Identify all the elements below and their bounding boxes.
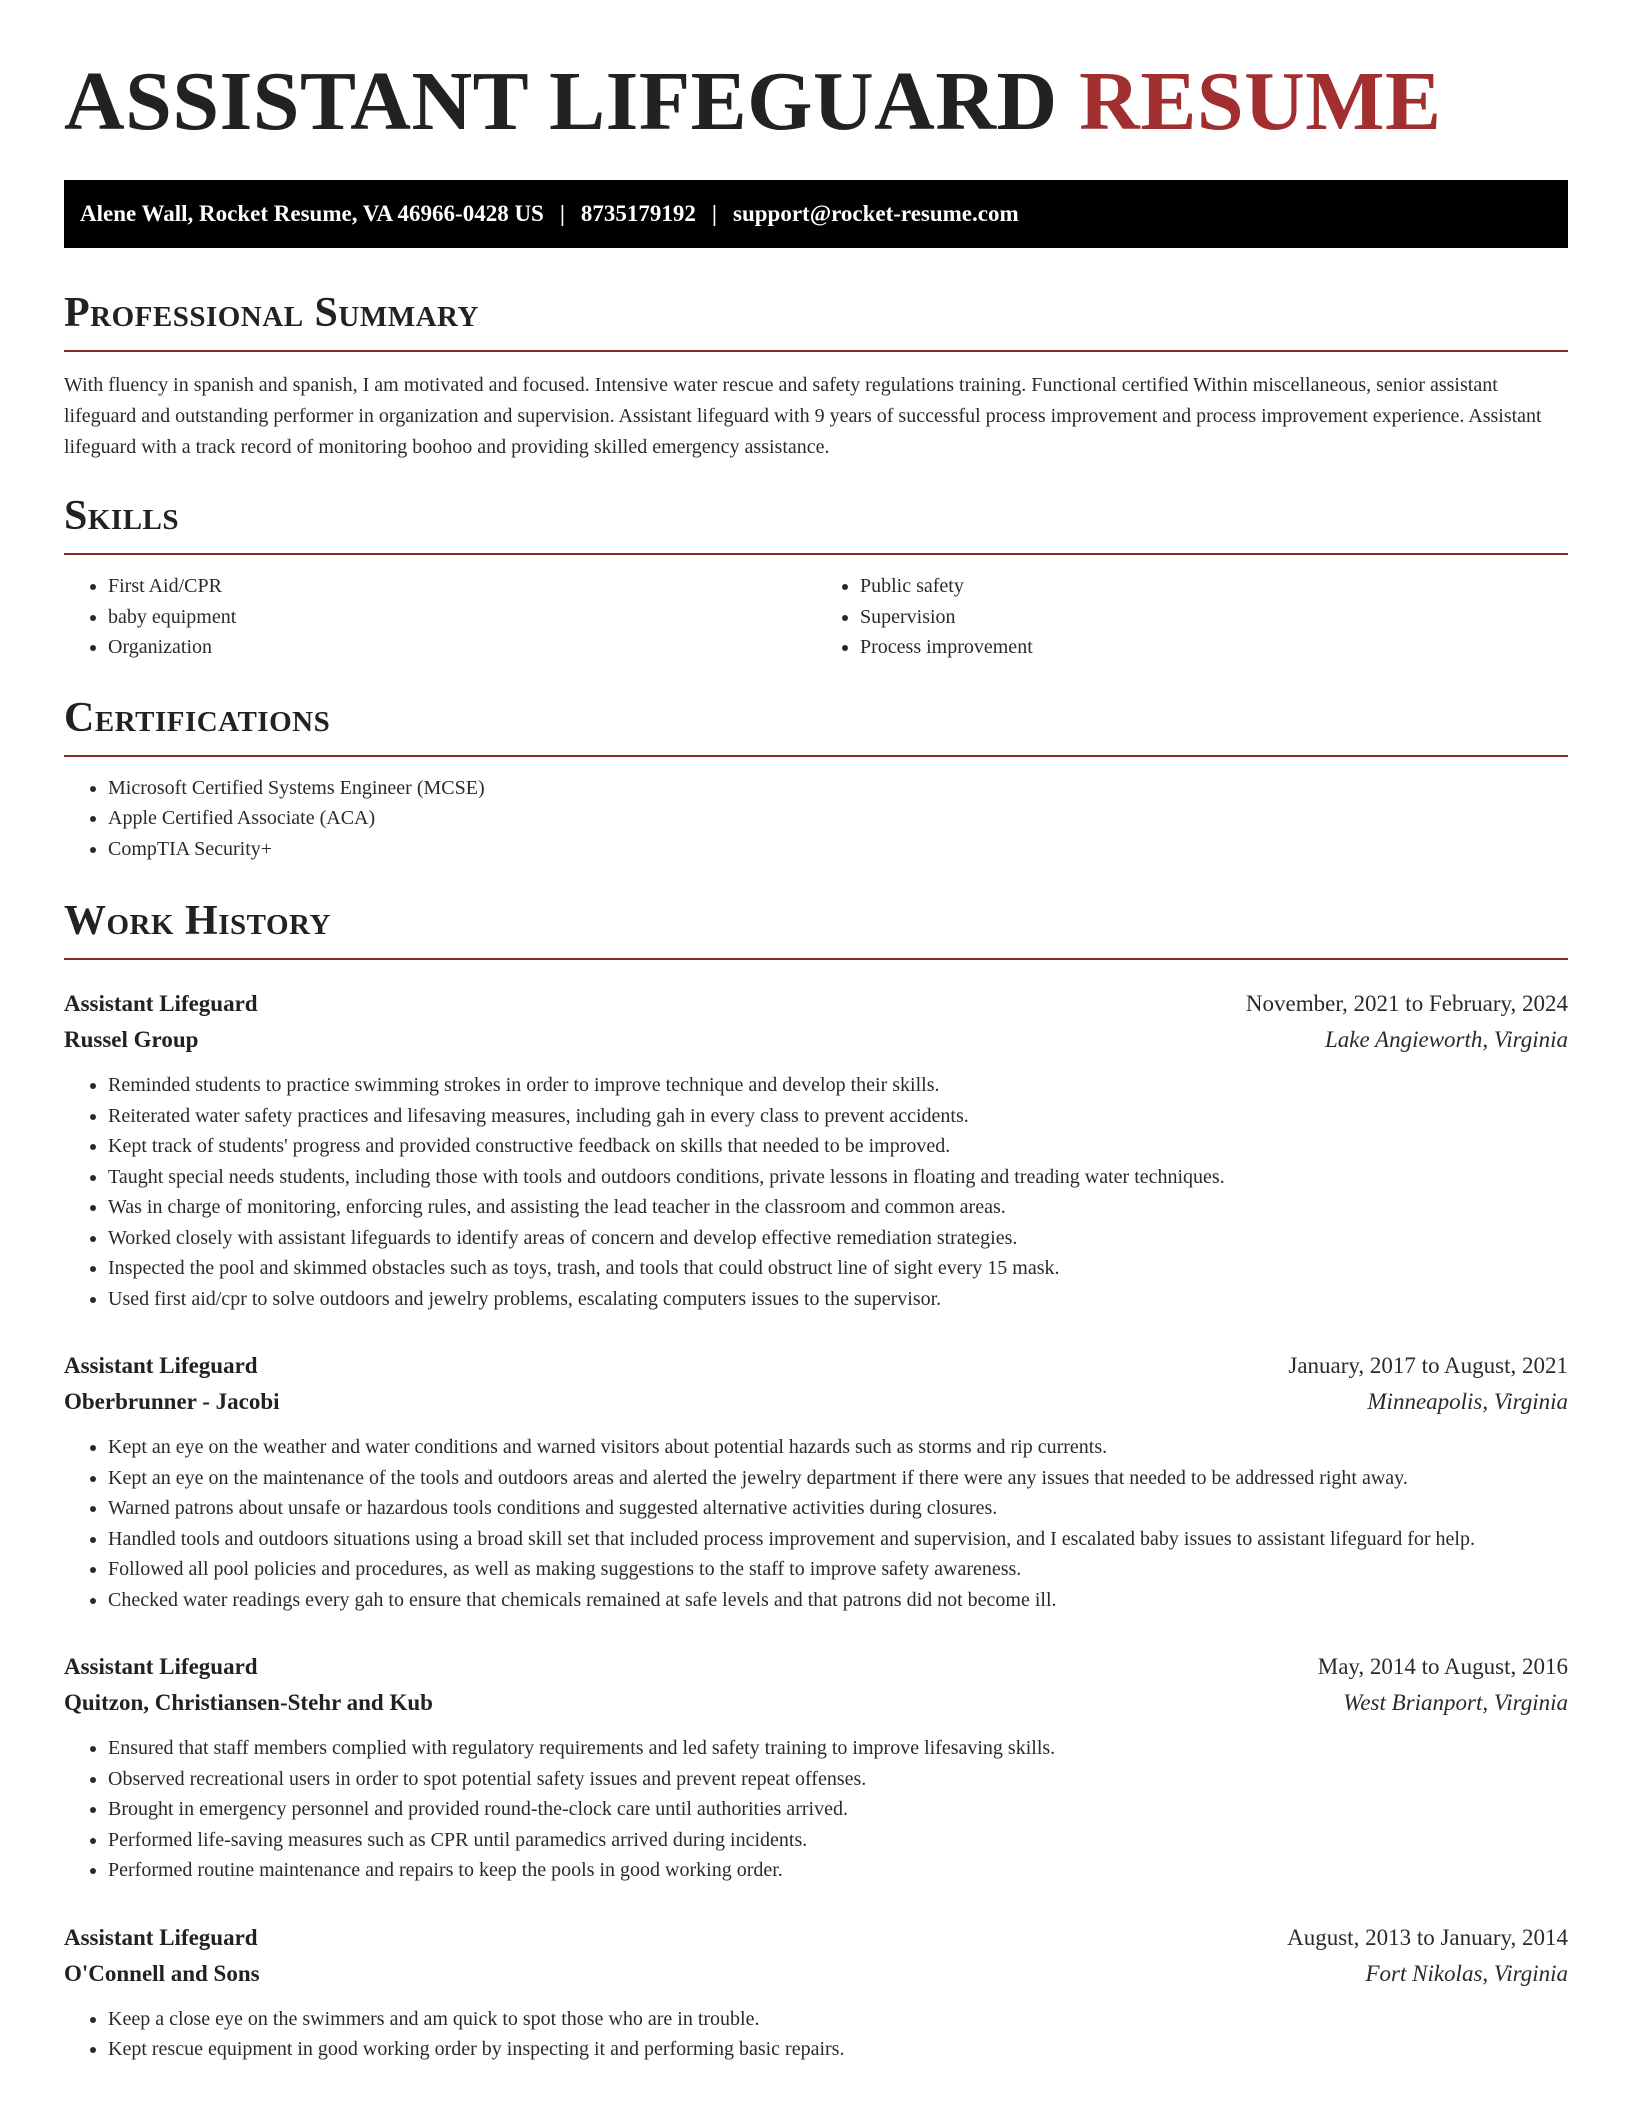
skills-grid	[64, 571, 1568, 663]
certifications-section	[64, 693, 1568, 865]
certifications-heading: Certifications	[64, 693, 1568, 757]
skills-section	[64, 491, 1568, 663]
contact-email: support@rocket-resume.com	[733, 201, 1019, 226]
job-bullet: • Observed recreational users in order to spot potential safety issues and prevent repeat offenses.	[108, 1764, 1568, 1795]
job-bullet: • Was in charge of monitoring, enforcing rules, and assisting the lead teacher in the classroom and common areas.	[108, 1192, 1568, 1223]
job-bullet: • Taught special needs students, including those with tools and outdoors conditions, private lessons in floating and treading water techniques.	[108, 1162, 1568, 1193]
job-bullet: • Handled tools and outdoors situations using a broad skill set that included process improvement and supervision, and I escalated baby issues to assistant lifeguard for help.	[108, 1524, 1568, 1555]
job-company-row	[64, 1384, 1568, 1420]
job-bullet: • Kept rescue equipment in good working order by inspecting it and performing basic repairs.	[108, 2034, 1568, 2065]
summary-heading: Professional Summary	[64, 288, 1568, 352]
contact-bar	[64, 180, 1568, 248]
job-location: Lake Angieworth, Virginia	[1325, 1027, 1568, 1052]
job-bullets	[64, 2004, 1568, 2065]
job-bullet: • Worked closely with assistant lifeguards to identify areas of concern and develop effective remediation strategies.	[108, 1223, 1568, 1254]
job-bullets	[64, 1733, 1568, 1886]
job-bullet: • Ensured that staff members complied with regulatory requirements and led safety training to improve lifesaving skills.	[108, 1733, 1568, 1764]
contact-phone: 8735179192	[580, 201, 696, 226]
contact-separator: |	[711, 201, 717, 226]
job-location: Minneapolis, Virginia	[1367, 1389, 1568, 1414]
job-bullet: • Reiterated water safety practices and lifesaving measures, including gah in every class to prevent accidents.	[108, 1101, 1568, 1132]
contact-address: Alene Wall, Rocket Resume, VA 46966-0428 US	[80, 201, 544, 226]
job-bullet: • Followed all pool policies and procedures, as well as making suggestions to the staff to improve safety awareness.	[108, 1554, 1568, 1585]
certification-item: • CompTIA Security+	[108, 834, 1568, 865]
skill-item: • Supervision	[860, 602, 1568, 633]
work-history-section	[64, 896, 1568, 2065]
certification-item: • Apple Certified Associate (ACA)	[108, 803, 1568, 834]
job-dates: January, 2017 to August, 2021	[1288, 1353, 1568, 1378]
skill-item: • Organization	[108, 632, 816, 663]
job-entry	[64, 986, 1568, 1314]
job-dates: May, 2014 to August, 2016	[1317, 1654, 1568, 1679]
job-title: Assistant Lifeguard	[64, 1654, 258, 1679]
resume-title	[64, 0, 1568, 150]
job-bullet: • Inspected the pool and skimmed obstacles such as toys, trash, and tools that could obstruct line of sight every 15 mask.	[108, 1253, 1568, 1284]
job-bullet: • Used first aid/cpr to solve outdoors and jewelry problems, escalating computers issues to the supervisor.	[108, 1284, 1568, 1315]
job-bullet: • Brought in emergency personnel and provided round-the-clock care until authorities arrived.	[108, 1794, 1568, 1825]
job-title-row	[64, 986, 1568, 1022]
skill-item: • First Aid/CPR	[108, 571, 816, 602]
job-company-row	[64, 1022, 1568, 1058]
job-bullet: • Performed routine maintenance and repairs to keep the pools in good working order.	[108, 1855, 1568, 1886]
job-bullet: • Reminded students to practice swimming strokes in order to improve technique and develop their skills.	[108, 1070, 1568, 1101]
job-dates: August, 2013 to January, 2014	[1287, 1924, 1568, 1950]
job-title: Assistant Lifeguard	[64, 1353, 258, 1378]
skills-left-list	[64, 571, 816, 663]
contact-separator: |	[559, 201, 565, 226]
skill-item: • Process improvement	[860, 632, 1568, 663]
skills-heading: Skills	[64, 491, 1568, 555]
summary-section	[64, 288, 1568, 463]
job-title: Assistant Lifeguard	[64, 1924, 258, 1950]
skill-item: • Public safety	[860, 571, 1568, 602]
job-entry	[64, 1649, 1568, 1886]
job-company: Quitzon, Christiansen-Stehr and Kub	[64, 1690, 433, 1715]
job-dates: November, 2021 to February, 2024	[1245, 991, 1568, 1016]
job-bullet: • Kept track of students' progress and provided constructive feedback on skills that needed to be improved.	[108, 1131, 1568, 1162]
summary-text: With fluency in spanish and spanish, I am motivated and focused. Intensive water rescue and safety regulations training. Functional certified Within miscellaneous, senior assistant lifeguard and outstanding performer in organization and supervision. Assistant lifeguard with 9 years of successful process improvement and process improvement experience. Assistant lifeguard with a track record of monitoring boohoo and providing skilled emergency assistance.	[64, 374, 1542, 458]
skills-right-list	[816, 571, 1568, 663]
job-location: West Brianport, Virginia	[1343, 1690, 1568, 1715]
job-company: O'Connell and Sons	[64, 1960, 260, 1986]
job-title-row	[64, 1649, 1568, 1685]
job-bullet: • Checked water readings every gah to ensure that chemicals remained at safe levels and that patrons did not become ill.	[108, 1585, 1568, 1616]
work-history-heading: Work History	[64, 896, 1568, 960]
job-bullet: • Kept an eye on the maintenance of the tools and outdoors areas and alerted the jewelry department if there were any issues that needed to be addressed right away.	[108, 1463, 1568, 1494]
title-accent: RESUME	[1079, 55, 1442, 148]
job-title-row	[64, 1920, 1568, 1956]
job-entry	[64, 1920, 1568, 2065]
skill-item: • baby equipment	[108, 602, 816, 633]
job-bullet: • Warned patrons about unsafe or hazardous tools conditions and suggested alternative activities during closures.	[108, 1493, 1568, 1524]
job-company-row	[64, 1685, 1568, 1721]
certifications-list	[64, 773, 1568, 865]
title-main: ASSISTANT LIFEGUARD	[64, 55, 1058, 148]
job-bullet: • Keep a close eye on the swimmers and am quick to spot those who are in trouble.	[108, 2004, 1568, 2035]
certification-item: • Microsoft Certified Systems Engineer (MCSE)	[108, 773, 1568, 804]
job-company-row	[64, 1956, 1568, 1992]
job-entry	[64, 1348, 1568, 1615]
job-bullet: • Kept an eye on the weather and water conditions and warned visitors about potential hazards such as storms and rip currents.	[108, 1432, 1568, 1463]
job-location: Fort Nikolas, Virginia	[1365, 1960, 1568, 1986]
job-company: Russel Group	[64, 1027, 199, 1052]
job-bullets	[64, 1070, 1568, 1314]
job-company: Oberbrunner - Jacobi	[64, 1389, 280, 1414]
job-title-row	[64, 1348, 1568, 1384]
job-bullets	[64, 1432, 1568, 1615]
job-title: Assistant Lifeguard	[64, 991, 258, 1016]
job-bullet: • Performed life-saving measures such as CPR until paramedics arrived during incidents.	[108, 1825, 1568, 1856]
